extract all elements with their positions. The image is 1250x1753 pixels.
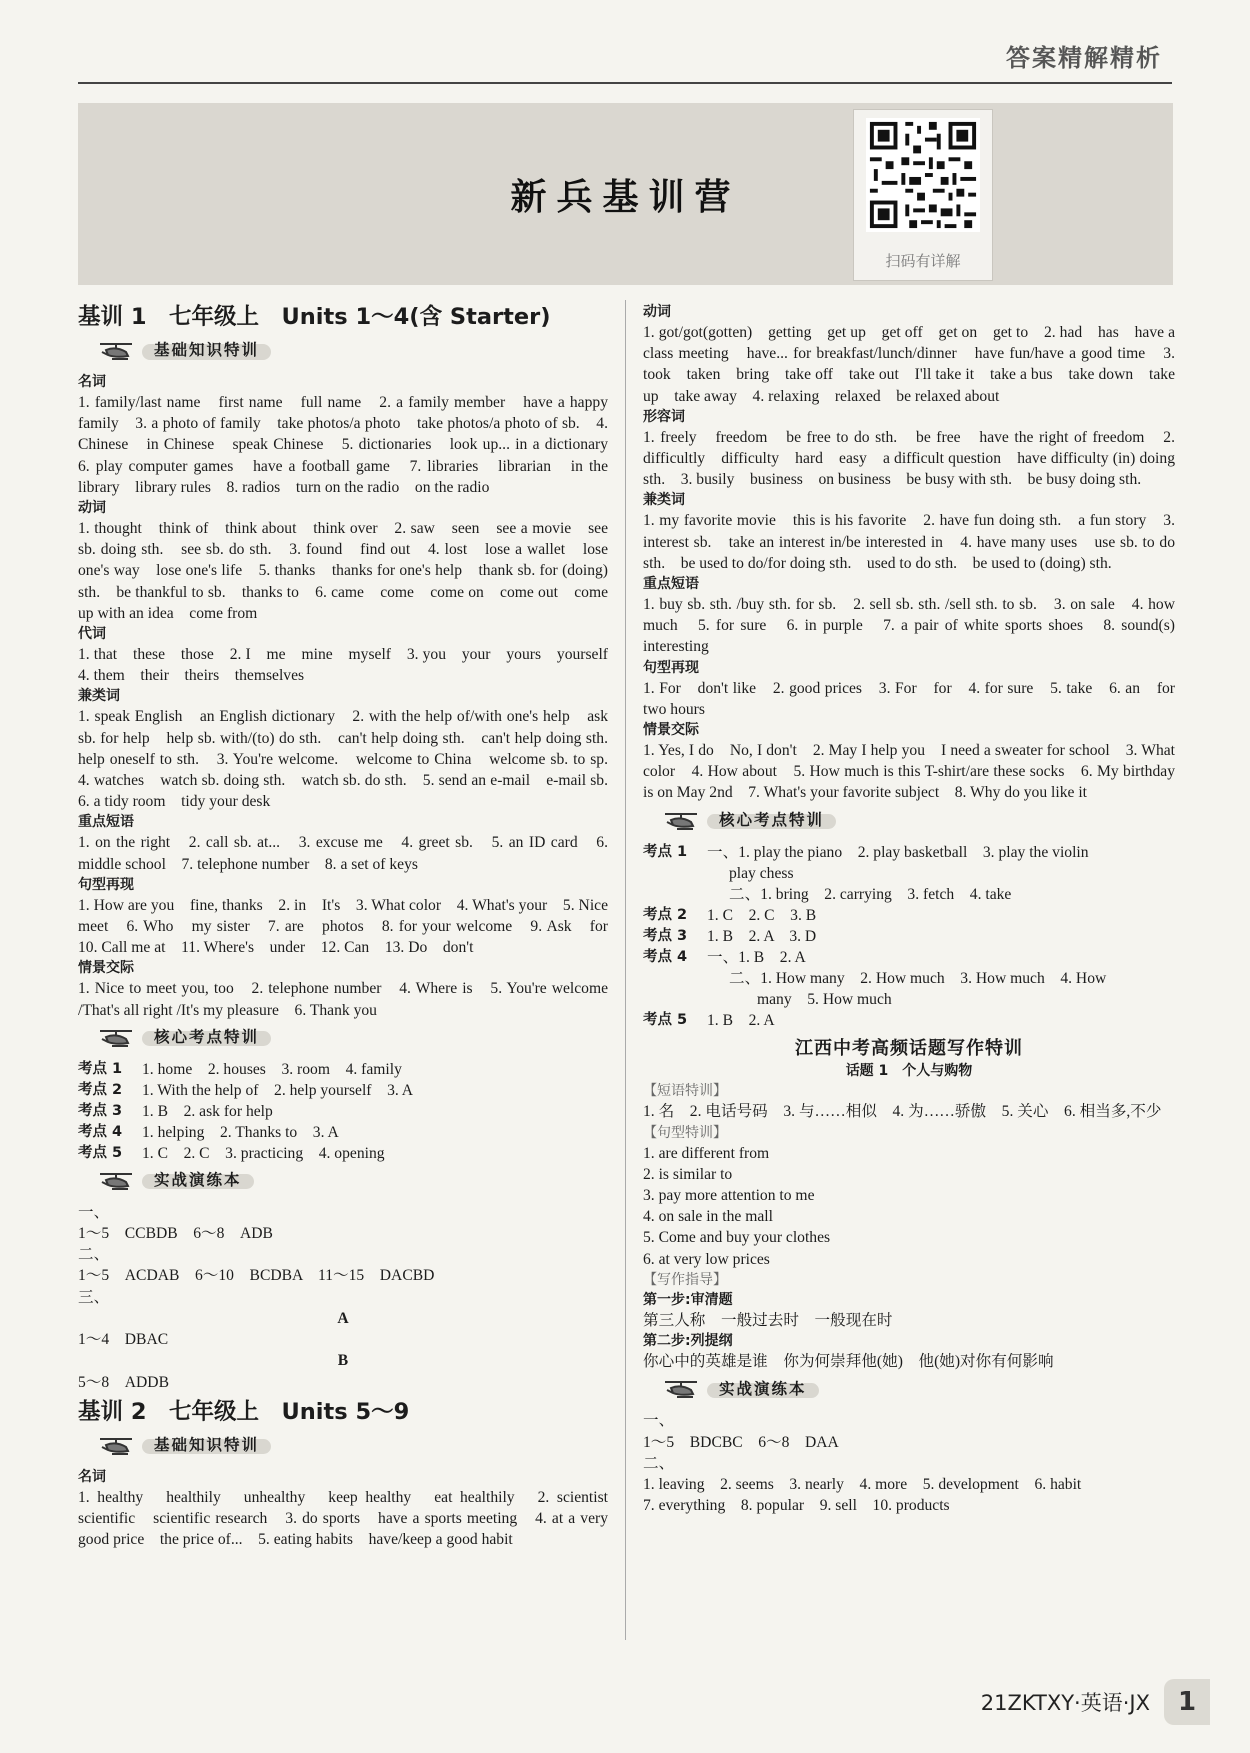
step-text: 你心中的英雄是谁 你为何崇拜他(她) 他(她)对你有何影响 — [643, 1353, 1054, 1371]
helicopter-icon — [98, 1027, 138, 1049]
practice-section-label: 二、 — [78, 1246, 110, 1264]
answer-paragraph: 1. speak English an English dictionary 2. with the help of/with one's help ask sb. for help help sb. with/(to) do sth. can't help doing sth. can't help doing sth. help oneself to sth. 3. You're welcome. welcome to China welcome sb. to sp. 4. watches watch sb. doing sth. watch sb. do sth. 5. send an e-mail e-mail sb. 6. a tidy room tidy your desk — [78, 708, 624, 811]
page-number: 1 — [1164, 1679, 1210, 1725]
answer-paragraph: 1. 名 2. 电话号码 3. 与……相似 4. 为……骄傲 5. 关心 6. 相当多,不少 — [643, 1103, 1162, 1121]
list-item: 3. pay more attention to me — [643, 1187, 815, 1205]
right-column — [643, 302, 1175, 1516]
category-label: 兼类词 — [78, 688, 120, 705]
answer-paragraph: 1. Nice to meet you, too 2. telephone number 4. Where is 5. You're welcome /That's all right /It's my pleasure 6. Thank you — [78, 980, 608, 1019]
page-header — [78, 30, 1172, 84]
core-point-text: 1. With the help of 2. help yourself 3. A — [142, 1081, 414, 1099]
answer-paragraph: 1. family/last name first name full name 2. a family member have a happy family 3. a photo of family take photos/a photo take photos/a photo of sb. 4. Chinese in Chinese speak Chinese 5. dictionaries look up... in a dictionary 6. play computer games have a football game 7. libraries librarian in the library library rules 8. radios turn on the radio on the radio — [78, 394, 624, 496]
core-point-text: 二、1. bring 2. carrying 3. fetch 4. take — [729, 885, 1012, 903]
core-point-row — [78, 1122, 608, 1143]
banner-label: 核心考点特训 — [146, 1027, 267, 1048]
core-point-text: 1. B 2. A — [707, 1012, 775, 1030]
helicopter-icon — [98, 1435, 138, 1457]
core-point-label: 考点 2 — [643, 907, 688, 924]
unit2-basic-banner — [98, 1431, 608, 1461]
section-banner — [78, 103, 1173, 285]
category-label: 名词 — [78, 1468, 106, 1485]
core-point-text: 1. B 2. ask for help — [142, 1102, 273, 1120]
footer-code: 21ZKTXY·英语·JX — [980, 1691, 1150, 1715]
step-label: 第一步:审清题 — [643, 1291, 733, 1308]
practice-answers: 1～4 DBAC — [78, 1331, 169, 1349]
practice-answers: 1～5 ACDAB 6～10 BCDBA 11～15 DACBD — [78, 1267, 435, 1285]
passage-label: A — [337, 1309, 349, 1327]
category-label: 重点短语 — [78, 814, 134, 831]
core-point-label: 考点 2 — [78, 1081, 123, 1098]
banner-label: 实战演练本 — [146, 1170, 250, 1191]
core-point-label: 考点 1 — [78, 1060, 123, 1077]
practice-answers: 1～5 BDCBC 6～8 DAA — [643, 1433, 839, 1451]
category-label: 动词 — [78, 500, 106, 517]
section-tag: 【句型特训】 — [643, 1124, 727, 1141]
answer-paragraph: 1. How are you fine, thanks 2. in It's 3. What color 4. What's your 5. Nice meet 6. Who my sister 7. are photos 8. for your welcome 9. Ask for 10. Call me at 11. Where's under 12. Can 13. Do don't — [78, 896, 624, 957]
answer-paragraph: 1. on the right 2. call sb. at... 3. excuse me 4. greet sb. 5. an ID card 6. middle school 7. telephone number 8. a set of keys — [78, 834, 608, 873]
core-point-text: 1. C 2. C 3. B — [707, 907, 817, 925]
core-point-text: 一、1. play the piano 2. play basketball 3. play the violin — [707, 843, 1089, 861]
category-label: 代词 — [78, 626, 106, 643]
core-point-text: 1. B 2. A 3. D — [707, 928, 817, 946]
banner-label: 基础知识特训 — [146, 340, 267, 361]
core-point-row — [78, 1101, 608, 1122]
category-label: 情景交际 — [78, 960, 134, 977]
core-point-row — [643, 926, 1175, 947]
list-item: 4. on sale in the mall — [643, 1208, 773, 1226]
banner-title: 新兵基训营 — [510, 177, 741, 218]
category-label: 情景交际 — [643, 722, 699, 739]
qr-code-panel[interactable] — [853, 109, 993, 281]
banner-label: 基础知识特训 — [146, 1435, 267, 1456]
category-label: 重点短语 — [643, 576, 699, 593]
core-point-text: 1. C 2. C 3. practicing 4. opening — [142, 1144, 385, 1162]
list-item: 2. is similar to — [643, 1165, 733, 1183]
core-point-row — [643, 1010, 1175, 1031]
core-point-text: 1. home 2. houses 3. room 4. family — [142, 1060, 402, 1078]
header-title: 答案精解精析 — [1006, 44, 1162, 72]
column-divider — [625, 300, 626, 1640]
category-label: 句型再现 — [78, 876, 134, 893]
practice-section-label: 一、 — [78, 1203, 110, 1221]
category-label: 句型再现 — [643, 659, 699, 676]
practice-answers: 7. everything 8. popular 9. sell 10. products — [643, 1497, 950, 1515]
core-point-text: play chess — [729, 864, 794, 882]
practice-section-label: 三、 — [78, 1288, 110, 1306]
helicopter-icon — [98, 340, 138, 362]
topic-subtitle: 话题 1 个人与购物 — [845, 1063, 973, 1080]
practice-section-label: 一、 — [643, 1412, 675, 1430]
qr-code-icon — [866, 118, 980, 232]
practice-section-label: 二、 — [643, 1454, 675, 1472]
core-point-row — [78, 1080, 608, 1101]
unit2-practice-banner — [663, 1374, 1175, 1404]
qr-caption: 扫码有详解 — [885, 252, 961, 270]
answer-paragraph: 1. my favorite movie this is his favorite 2. have fun doing sth. a fun story 3. interest sb. take an interest in/be interested in 4. have many uses use sb. to do sth. be used to do/for doing sth. used to do sth. be used to (doing) sth. — [643, 512, 1175, 572]
step-text: 第三人称 一般过去时 一般现在时 — [643, 1311, 893, 1329]
helicopter-icon — [663, 810, 703, 832]
unit2-core-banner — [663, 806, 1175, 836]
answer-paragraph: 1. that these those 2. I me mine myself 3. you your yours yourself 4. them their theirs themselves — [78, 646, 624, 685]
category-label: 兼类词 — [643, 492, 685, 509]
left-column — [78, 302, 624, 1550]
answer-paragraph: 1. thought think of think about think over 2. saw seen see a movie see sb. doing sth. see sb. do sth. 3. found find out 4. lost lose a wallet lose one's way lose one's life 5. thanks thanks for one's help thank sb. for (doing) sth. be thankful to sb. thanks to 6. came come come on come out come up with an idea come from — [78, 520, 608, 622]
core-point-row — [78, 1143, 608, 1164]
answer-paragraph: 1. got/got(gotten) getting get up get off get on get to 2. had has have a class meeting have... for breakfast/lunch/dinner have fun/have a good time 3. took taken bring take off take out I'll take it take a bus take down take up take away 4. relaxing relaxed be relaxed about — [643, 324, 1175, 405]
core-point-row — [643, 947, 1175, 968]
list-item: 5. Come and buy your clothes — [643, 1229, 831, 1247]
core-point-text: many 5. How much — [757, 991, 892, 1009]
category-label: 名词 — [78, 374, 106, 390]
core-point-label: 考点 3 — [78, 1102, 123, 1119]
core-point-label: 考点 4 — [78, 1123, 123, 1140]
section-tag: 【写作指导】 — [643, 1271, 727, 1288]
answer-paragraph: 1. buy sb. sth. /buy sth. for sb. 2. sell sb. sth. /sell sth. to sb. 3. on sale 4. how much 5. for sure 6. in purple 7. a pair of white sports shoes 8. sound(s) interesting — [643, 596, 1175, 656]
section-tag: 【短语特训】 — [643, 1083, 727, 1100]
category-label: 形容词 — [643, 408, 685, 425]
core-point-label: 考点 3 — [643, 928, 688, 945]
practice-answers: 5～8 ADDB — [78, 1373, 169, 1391]
unit2-title: 基训 2 七年级上 Units 5～9 — [78, 1398, 410, 1425]
core-point-text: 1. helping 2. Thanks to 3. A — [142, 1123, 339, 1141]
list-item: 6. at very low prices — [643, 1250, 770, 1268]
answer-paragraph: 1. For don't like 2. good prices 3. For for 4. for sure 5. take 6. an for two hours — [643, 679, 1175, 718]
core-point-label: 考点 4 — [643, 949, 688, 966]
list-item: 1. are different from — [643, 1144, 770, 1162]
core-point-text: 一、1. B 2. A — [707, 949, 806, 967]
passage-label: B — [337, 1352, 349, 1370]
unit1-core-banner — [98, 1023, 608, 1053]
practice-answers: 1～5 CCBDB 6～8 ADB — [78, 1225, 273, 1243]
answer-paragraph: 1. healthy healthily unhealthy keep healthy eat healthily 2. scientist scientific scientific research 3. do sports have a sports meeting 4. at a very good price the price of... 5. eating habits have/keep a good habit — [78, 1488, 624, 1549]
banner-label: 核心考点特训 — [711, 810, 832, 831]
banner-label: 实战演练本 — [711, 1379, 815, 1400]
helicopter-icon — [663, 1378, 703, 1400]
core-point-text: 二、1. How many 2. How much 3. How much 4. How — [729, 970, 1107, 988]
answer-paragraph: 1. Yes, I do No, I don't 2. May I help you I need a sweater for school 3. What color 4. How about 5. How much is this T-shirt/are these socks 6. My birthday is on May 2nd 7. What's your favorite subject 8. Why do you like it — [643, 742, 1175, 802]
topic-title: 江西中考高频话题写作特训 — [795, 1038, 1023, 1060]
category-label: 动词 — [643, 304, 671, 320]
core-point-row — [78, 1059, 608, 1080]
unit1-practice-banner — [98, 1166, 608, 1196]
core-point-label: 考点 5 — [643, 1012, 688, 1029]
unit1-title: 基训 1 七年级上 Units 1～4(含 Starter) — [78, 304, 551, 330]
core-point-label: 考点 5 — [78, 1144, 123, 1161]
helicopter-icon — [98, 1170, 138, 1192]
step-label: 第二步:列提纲 — [643, 1333, 733, 1350]
answer-paragraph: 1. freely freedom be free to do sth. be free have the right of freedom 2. difficultly difficulty hard easy a difficult question have difficulty (in) doing sth. 3. busily business on business be busy with sth. be busy doing sth. — [643, 428, 1175, 489]
core-point-row — [643, 842, 1175, 863]
unit1-basic-banner — [98, 336, 608, 366]
core-point-label: 考点 1 — [643, 843, 688, 860]
practice-answers: 1. leaving 2. seems 3. nearly 4. more 5. development 6. habit — [643, 1475, 1082, 1493]
core-point-row — [643, 905, 1175, 926]
